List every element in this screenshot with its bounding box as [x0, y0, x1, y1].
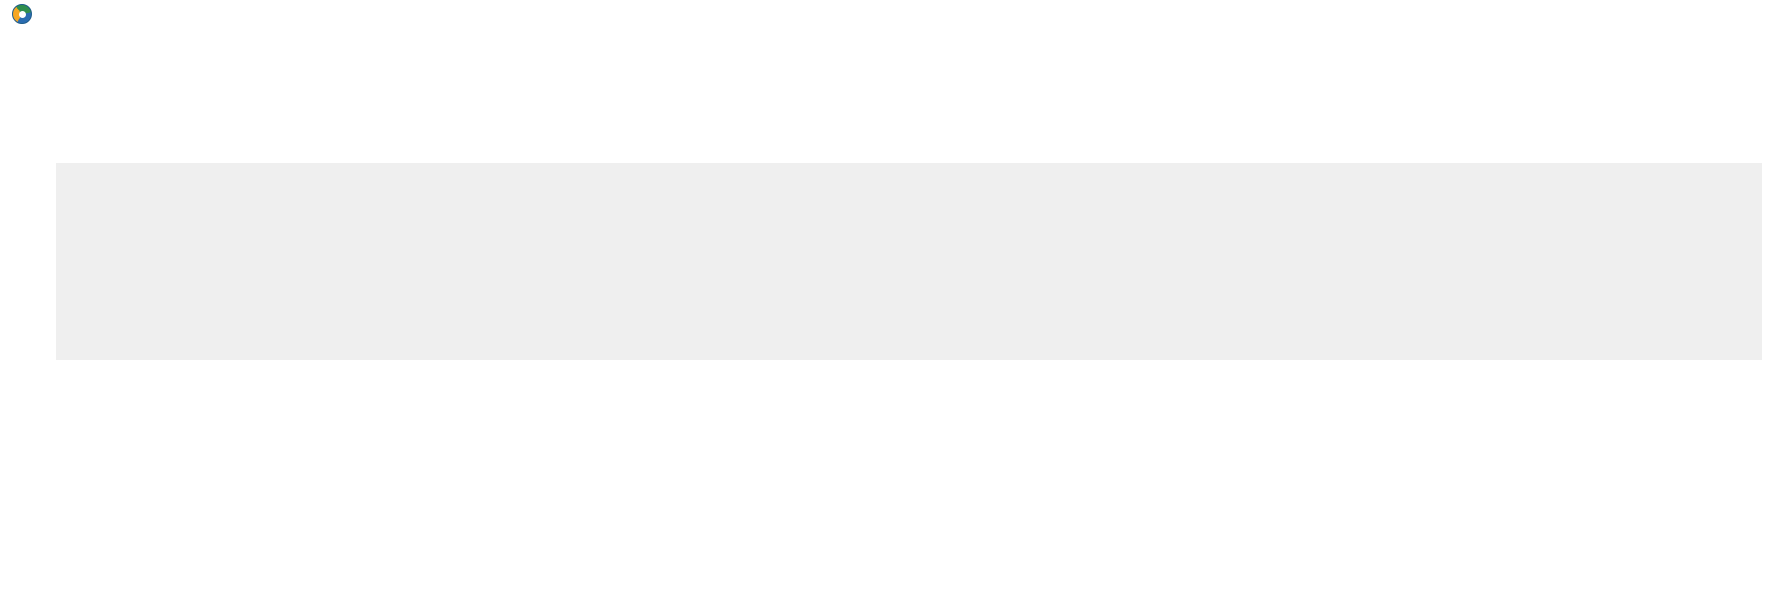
globe-icon	[12, 4, 32, 24]
plot-area	[56, 62, 1762, 360]
stormvista-logo[interactable]	[12, 4, 37, 24]
series-canvas	[56, 62, 1762, 360]
